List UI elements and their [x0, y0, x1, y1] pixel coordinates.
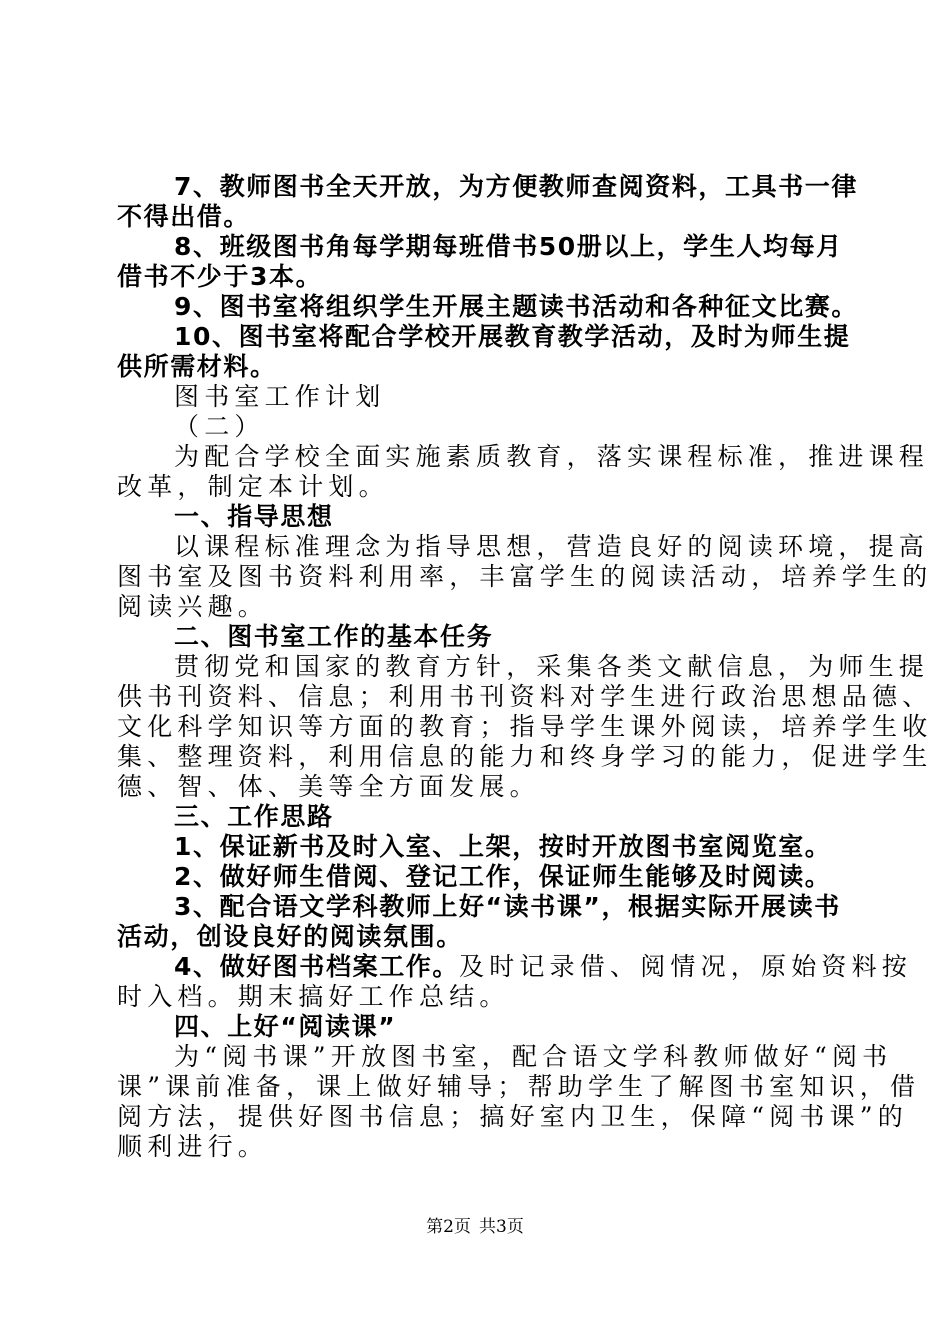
heading-guiding-thought: 一、指导思想 [174, 502, 334, 531]
item-10-line-2: 供所需材料。 [117, 352, 277, 381]
idea-4-bold-part: 4、做好图书档案工作。 [174, 952, 459, 981]
guiding-line-2: 图书室及图书资料利用率，丰富学生的阅读活动，培养学生的 [117, 562, 933, 591]
tasks-line-4: 集、整理资料，利用信息的能力和终身学习的能力，促进学生 [117, 742, 933, 771]
heading-basic-tasks: 二、图书室工作的基本任务 [174, 622, 494, 651]
page-footer [0, 1212, 950, 1237]
reading-line-3: 阅方法，提供好图书信息；搞好室内卫生，保障“阅书课”的 [117, 1102, 908, 1131]
tasks-line-5: 德、智、体、美等全方面发展。 [117, 772, 540, 801]
reading-line-2: 课”课前准备，课上做好辅导；帮助学生了解图书室知识，借 [117, 1072, 921, 1101]
idea-4-line-2: 时入档。期末搞好工作总结。 [117, 982, 510, 1011]
item-8-line-2: 借书不少于3本。 [117, 262, 323, 291]
section-subtitle: （二） [174, 412, 265, 441]
item-10-line-1: 10、图书室将配合学校开展教育教学活动，及时为师生提 [174, 322, 851, 351]
tasks-line-1: 贯彻党和国家的教育方针，采集各类文献信息，为师生提 [174, 652, 930, 681]
intro-line-1: 为配合学校全面实施素质教育，落实课程标准，推进课程 [174, 442, 930, 471]
idea-3-line-2: 活动，创设良好的阅读氛围。 [117, 922, 463, 951]
page-total: 共3页 [479, 1217, 524, 1237]
idea-4-serif-part: 及时记录借、阅情况，原始资料按 [459, 952, 913, 981]
section-title: 图书室工作计划 [174, 382, 386, 411]
guiding-line-1: 以课程标准理念为指导思想，营造良好的阅读环境，提高 [174, 532, 930, 561]
item-7-line-1: 7、教师图书全天开放，为方便教师查阅资料，工具书一律 [174, 172, 858, 201]
idea-1: 1、保证新书及时入室、上架，按时开放图书室阅览室。 [174, 832, 832, 861]
item-8-line-1: 8、班级图书角每学期每班借书50册以上，学生人均每月 [174, 232, 843, 261]
heading-work-ideas: 三、工作思路 [174, 802, 334, 831]
idea-3-line-1: 3、配合语文学科教师上好“读书课”，根据实际开展读书 [174, 892, 841, 921]
reading-line-1: 为“阅书课”开放图书室，配合语文学科教师做好“阅书 [174, 1042, 893, 1071]
guiding-line-3: 阅读兴趣。 [117, 592, 269, 621]
tasks-line-3: 文化科学知识等方面的教育；指导学生课外阅读，培养学生收 [117, 712, 933, 741]
idea-4-line-1 [117, 952, 913, 982]
item-7-line-2: 不得出借。 [117, 202, 251, 231]
page-number: 第2页 [426, 1217, 471, 1237]
heading-reading-class: 四、上好“阅读课” [174, 1012, 397, 1041]
document-body [117, 172, 933, 1162]
tasks-line-2: 供书刊资料、信息；利用书刊资料对学生进行政治思想品德、 [117, 682, 933, 711]
reading-line-4: 顺利进行。 [117, 1132, 269, 1161]
item-9-line-1: 9、图书室将组织学生开展主题读书活动和各种征文比赛。 [174, 292, 858, 321]
idea-2: 2、做好师生借阅、登记工作，保证师生能够及时阅读。 [174, 862, 832, 891]
intro-line-2: 改革，制定本计划。 [117, 472, 389, 501]
